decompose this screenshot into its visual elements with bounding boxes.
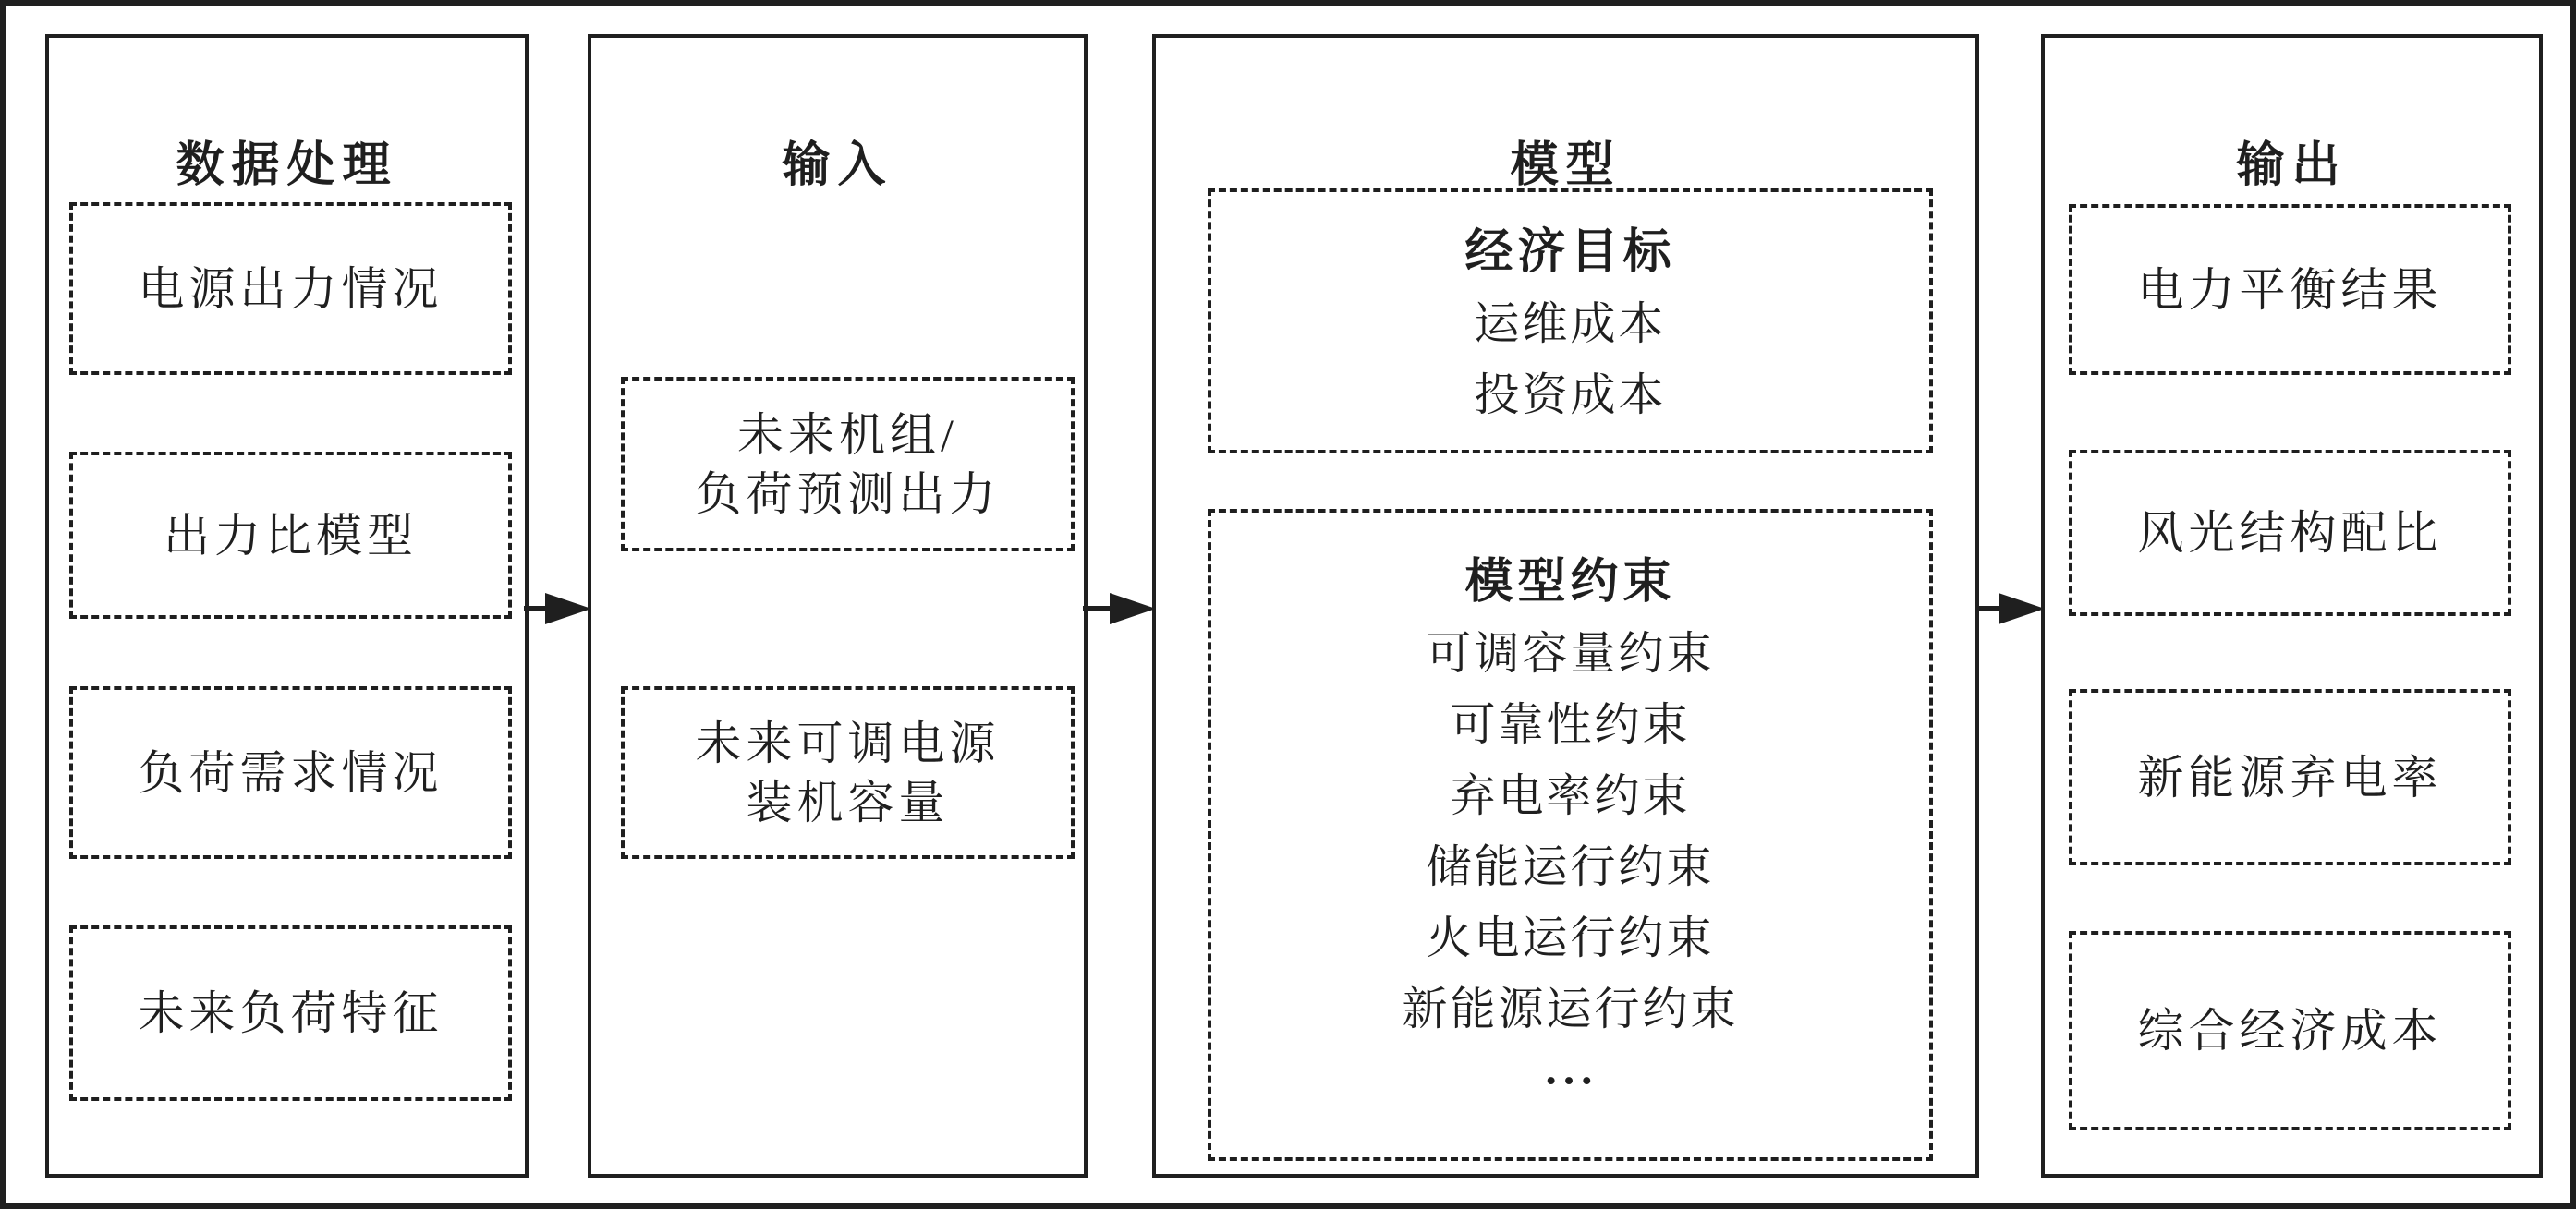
- column-input: [588, 34, 1088, 1178]
- box-label: 新能源弃电率: [2137, 751, 2443, 804]
- box-comprehensive-economic-cost: [2069, 931, 2511, 1130]
- box-item: 新能源运行约束: [1402, 984, 1739, 1034]
- box-label: 电源出力情况: [138, 262, 444, 315]
- column-output: [2041, 34, 2543, 1178]
- box-label-line: 未来机组/: [737, 408, 958, 461]
- column-title-output: 输出: [2236, 139, 2348, 193]
- box-label: 电力平衡结果: [2137, 263, 2443, 316]
- box-item: 可调容量约束: [1426, 628, 1715, 679]
- arrow-head-icon: [1110, 593, 1156, 624]
- column-data-processing: [45, 34, 529, 1178]
- box-future-adjustable-capacity: [621, 686, 1075, 859]
- box-item: 火电运行约束: [1426, 913, 1715, 963]
- box-economic-objective: [1208, 188, 1933, 453]
- box-item: 弃电率约束: [1450, 770, 1691, 821]
- box-output-ratio-model: [69, 452, 512, 619]
- ellipsis-item: ···: [1543, 1055, 1598, 1106]
- box-heading: 模型约束: [1464, 555, 1676, 609]
- arrow-shaft: [1975, 606, 1999, 611]
- box-label-line: 负荷预测出力: [695, 467, 1001, 520]
- box-label: 未来负荷特征: [138, 987, 444, 1039]
- box-renewable-curtailment-rate: [2069, 689, 2511, 865]
- box-item: 投资成本: [1474, 369, 1667, 420]
- arrow-input-to-model: [1083, 593, 1156, 624]
- box-load-demand: [69, 686, 512, 859]
- arrow-data-to-input: [524, 593, 591, 624]
- box-wind-solar-ratio: [2069, 450, 2511, 616]
- column-title-input: 输入: [782, 139, 893, 193]
- box-power-source-output: [69, 202, 512, 375]
- arrow-head-icon: [1999, 593, 2045, 624]
- box-label: 风光结构配比: [2137, 507, 2443, 559]
- column-model: [1152, 34, 1979, 1178]
- box-model-constraints: [1208, 509, 1933, 1161]
- box-item: 可靠性约束: [1450, 699, 1691, 750]
- arrow-shaft: [1083, 606, 1110, 611]
- column-title-model: 模型: [1510, 139, 1622, 193]
- arrow-model-to-output: [1975, 593, 2045, 624]
- arrow-head-icon: [545, 593, 591, 624]
- box-item: 储能运行约束: [1426, 841, 1715, 892]
- box-future-load-features: [69, 925, 512, 1101]
- box-item: 运维成本: [1474, 298, 1667, 349]
- column-title-data-processing: 数据处理: [176, 139, 398, 193]
- box-power-balance-result: [2069, 204, 2511, 375]
- box-label: 综合经济成本: [2137, 1005, 2443, 1057]
- box-label-line: 未来可调电源: [695, 717, 1001, 769]
- box-heading: 经济目标: [1464, 225, 1676, 279]
- box-future-unit-load-forecast: [621, 377, 1075, 551]
- box-label: 负荷需求情况: [138, 746, 444, 799]
- box-label: 出力比模型: [164, 509, 418, 562]
- box-label-line: 装机容量: [746, 776, 950, 828]
- arrow-shaft: [524, 606, 545, 611]
